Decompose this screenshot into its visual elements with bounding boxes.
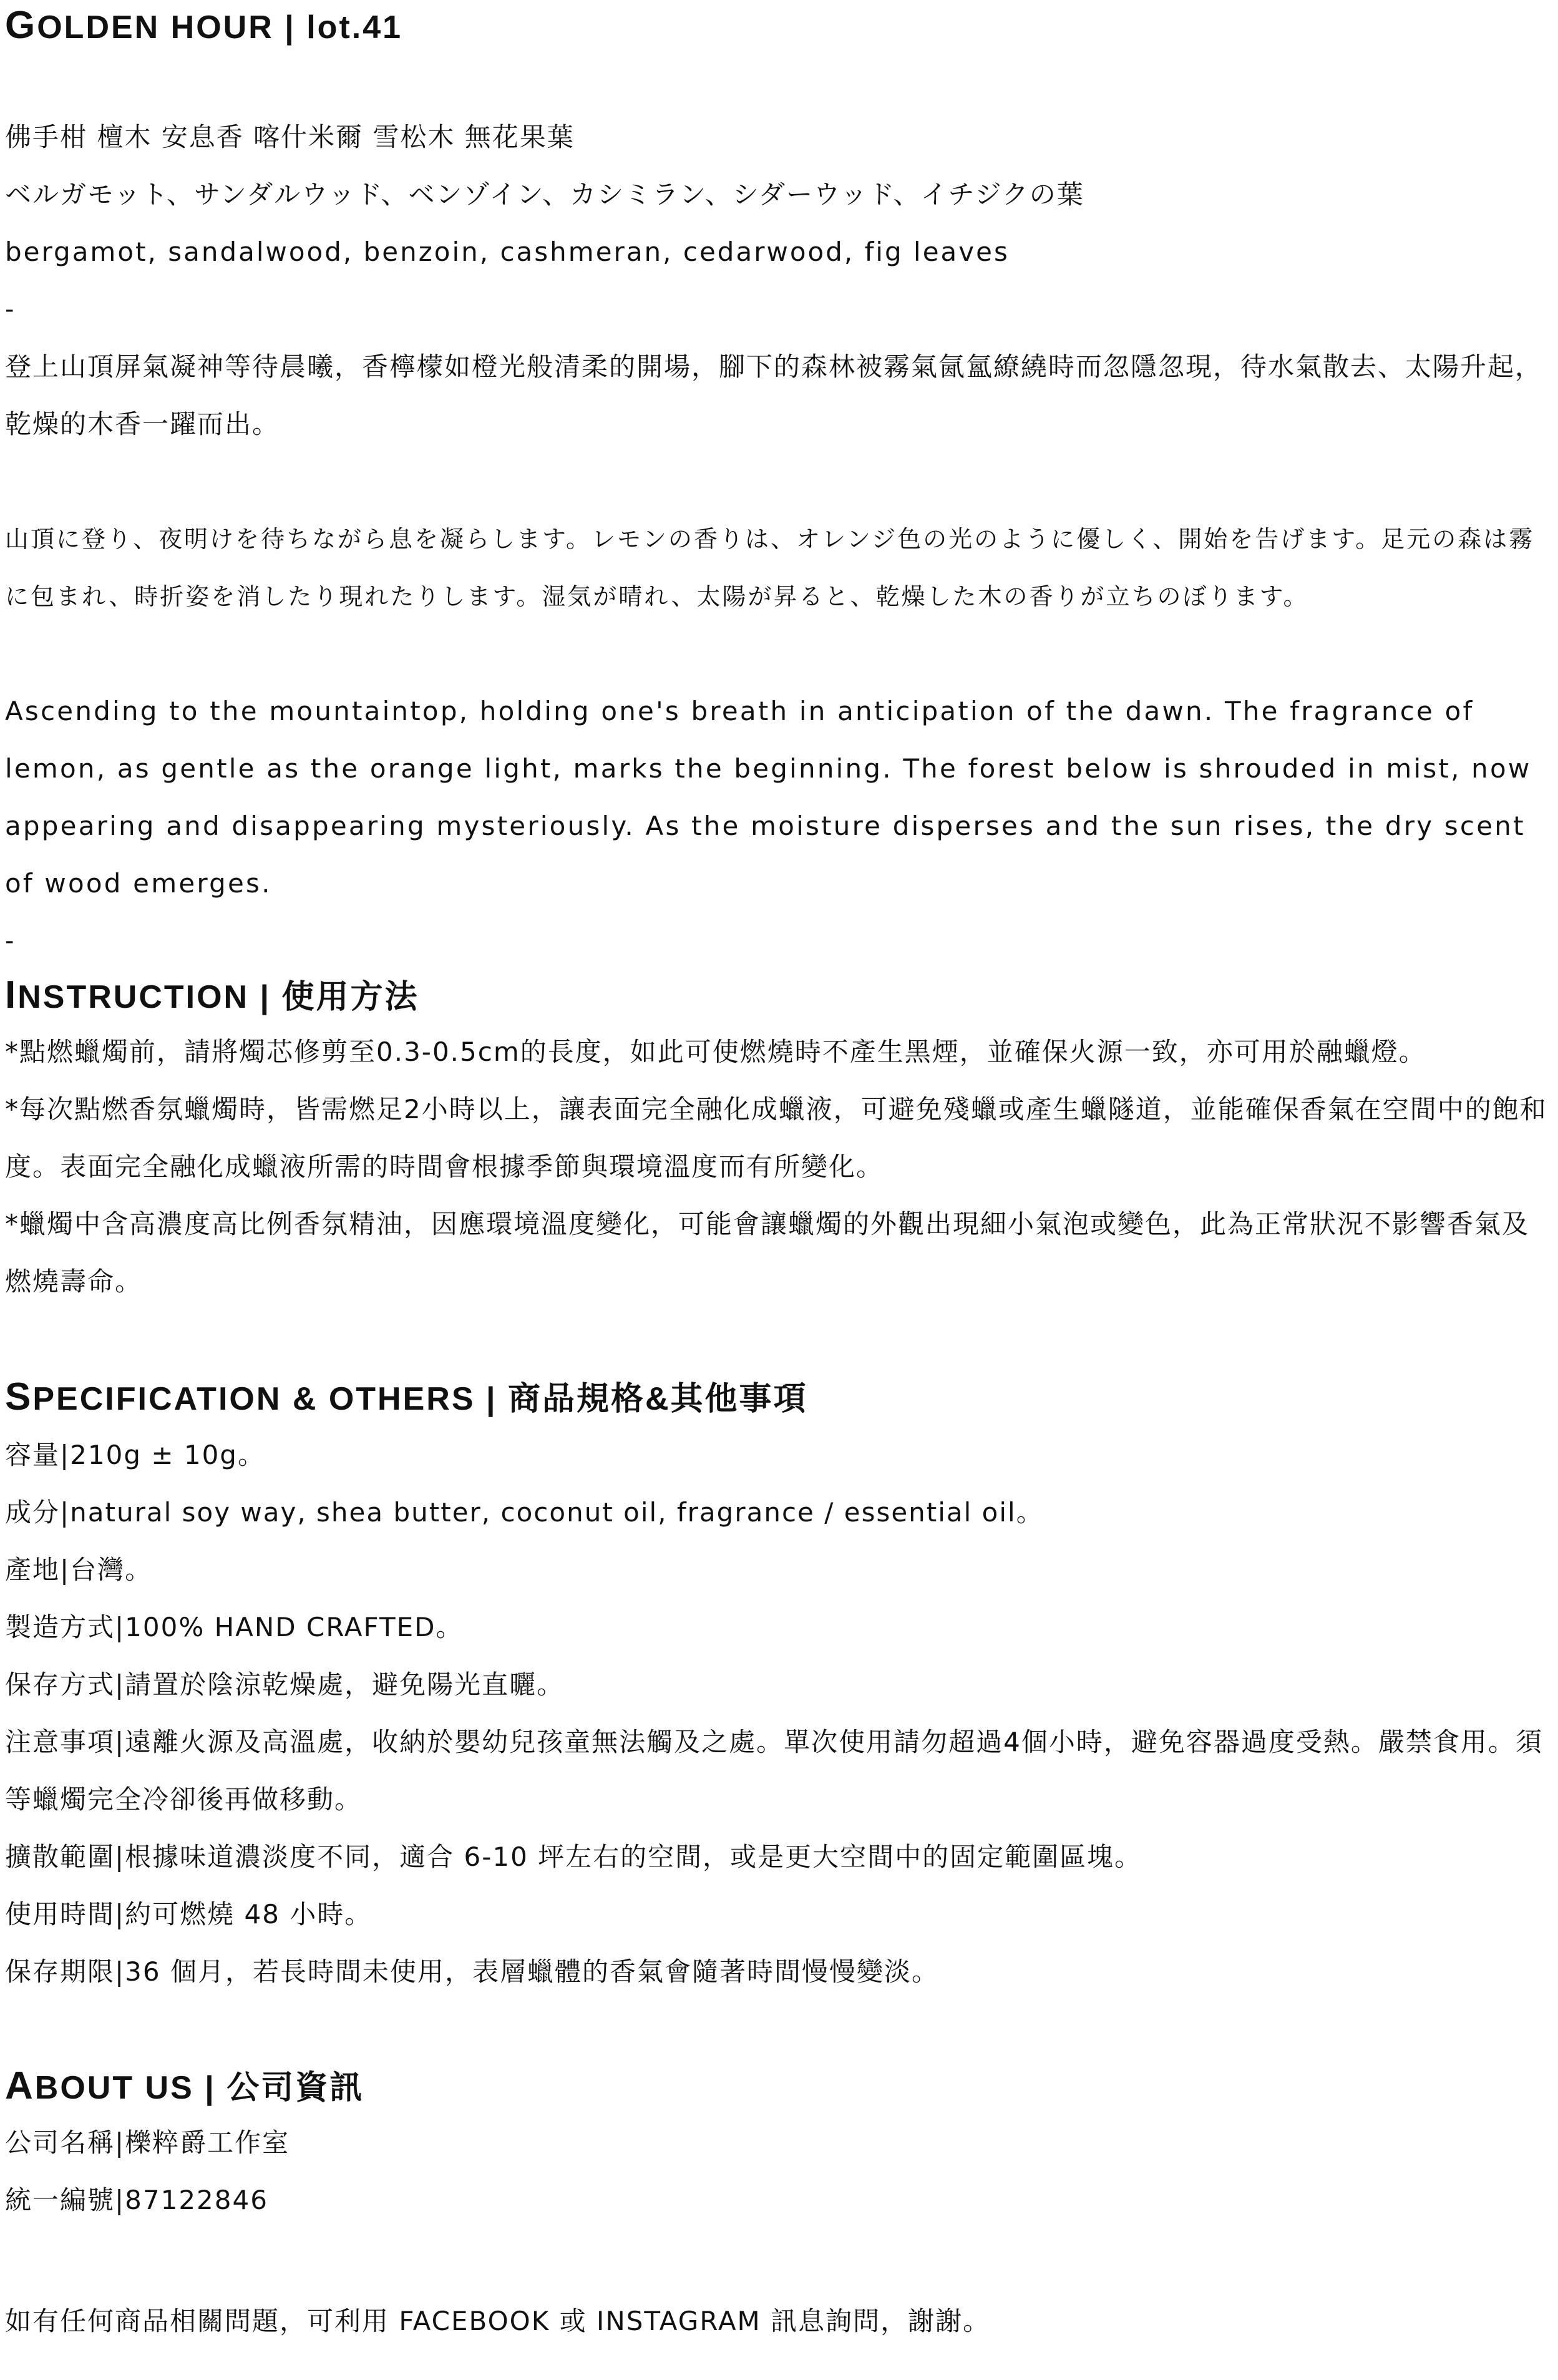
footer-note: 如有任何商品相關問題，可利用 FACEBOOK 或 INSTAGRAM 訊息詢問，謝謝。 xyxy=(5,2306,991,2336)
spec-storage: 保存方式|請置於陰涼乾燥處，避免陽光直曬。 xyxy=(5,1669,565,1700)
spec-list xyxy=(5,1427,1552,2001)
notes-zh: 佛手柑 檀木 安息香 喀什米爾 雪松木 無花果葉 xyxy=(5,122,575,152)
separator-bottom: - xyxy=(5,927,14,955)
story-section xyxy=(5,338,1552,453)
title-initial: G xyxy=(5,4,37,47)
story-zh: 登上山頂屏氣凝神等待晨曦，香檸檬如橙光般清柔的開場，腳下的森林被霧氣氤氳繚繞時而忽隱忽現，待水氣散去、太陽升起，乾燥的木香一躍而出。 xyxy=(5,351,1543,439)
notes-ja: ベルガモット、サンダルウッド、ベンゾイン、カシミラン、シダーウッド、イチジクの葉 xyxy=(5,179,1084,210)
spec-initial: S xyxy=(5,1375,33,1418)
notes-section xyxy=(5,109,1084,338)
product-title xyxy=(5,6,402,45)
instruction-list xyxy=(5,1023,1552,1310)
instruction-item: *每次點燃香氛蠟燭時，皆需燃足2小時以上，讓表面完全融化成蠟液，可避免殘蠟或產生蠟隧道，並能確保香氣在空間中的飽和度。表面完全融化成蠟液所需的時間會根據季節與環境溫度而有所變化。 xyxy=(5,1094,1547,1182)
spec-heading xyxy=(5,1375,808,1418)
instruction-initial: I xyxy=(5,973,18,1017)
spec-capacity: 容量|210g ± 10g。 xyxy=(5,1440,265,1470)
spec-diffusion: 擴散範圍|根據味道濃淡度不同，適合 6-10 坪左右的空間，或是更大空間中的固定範圍區塊。 xyxy=(5,1841,1142,1872)
spec-ingredients: 成分|natural soy way, shea butter, coconut oil, fragrance / essential oil。 xyxy=(5,1497,1044,1528)
footer-note-block xyxy=(5,2293,1552,2350)
instruction-item: *蠟燭中含高濃度高比例香氛精油，因應環境溫度變化，可能會讓蠟燭的外觀出現細小氣泡或變色，此為正常狀況不影響香氣及燃燒壽命。 xyxy=(5,1209,1530,1297)
about-list xyxy=(5,2114,1552,2229)
instruction-item: *點燃蠟燭前，請將燭芯修剪至0.3-0.5cm的長度，如此可使燃燒時不產生黑煙，並確保火源一致，亦可用於融蠟燈。 xyxy=(5,1036,1426,1067)
about-rest: BOUT US | 公司資訊 xyxy=(34,2070,364,2106)
separator-top: - xyxy=(5,295,14,324)
story-ja: 山頂に登り、夜明けを待ちながら息を凝らします。レモンの香りは、オレンジ色の光のように優しく、開始を告げます。足元の森は霧に包まれ、時折姿を消したり現れたりします。湿気が晴れ、太陽が昇ると、乾燥した木の香りが立ちのぼります。 xyxy=(5,525,1535,610)
spec-manufacture: 製造方式|100% HAND CRAFTED。 xyxy=(5,1612,464,1642)
spec-cautions: 注意事項|遠離火源及高溫處，收納於嬰幼兒孩童無法觸及之處。單次使用請勿超過4個小時，避免容器過度受熱。嚴禁食用。須等蠟燭完全冷卻後再做移動。 xyxy=(5,1727,1543,1815)
story-ja-block xyxy=(5,510,1552,625)
company-name: 公司名稱|櫟粹爵工作室 xyxy=(5,2127,290,2158)
company-id: 統一編號|87122846 xyxy=(5,2185,268,2215)
spec-shelf-life: 保存期限|36 個月，若長時間未使用，表層蠟體的香氣會隨著時間慢慢變淡。 xyxy=(5,1956,939,1987)
about-initial: A xyxy=(5,2064,35,2107)
story-en-block xyxy=(5,683,1552,970)
instruction-heading xyxy=(5,973,419,1017)
spec-rest: PECIFICATION & OTHERS | 商品規格&其他事項 xyxy=(32,1381,808,1417)
about-heading xyxy=(5,2064,364,2107)
instruction-rest: NSTRUCTION | 使用方法 xyxy=(17,979,419,1015)
story-en: Ascending to the mountaintop, holding one's breath in anticipation of the dawn. The fragrance of lemon, as gentle as the orange light, marks the beginning. The forest below is shrouded in mist, now appearing and disappearing mysteriously. As the moisture disperses and the sun rises, the dry scent of wood emerges. xyxy=(5,696,1532,899)
spec-origin: 產地|台灣。 xyxy=(5,1554,153,1585)
notes-en: bergamot, sandalwood, benzoin, cashmeran, cedarwood, fig leaves xyxy=(5,237,1010,267)
spec-burn-time: 使用時間|約可燃燒 48 小時。 xyxy=(5,1899,372,1929)
title-rest: OLDEN HOUR | lot.41 xyxy=(37,9,403,46)
